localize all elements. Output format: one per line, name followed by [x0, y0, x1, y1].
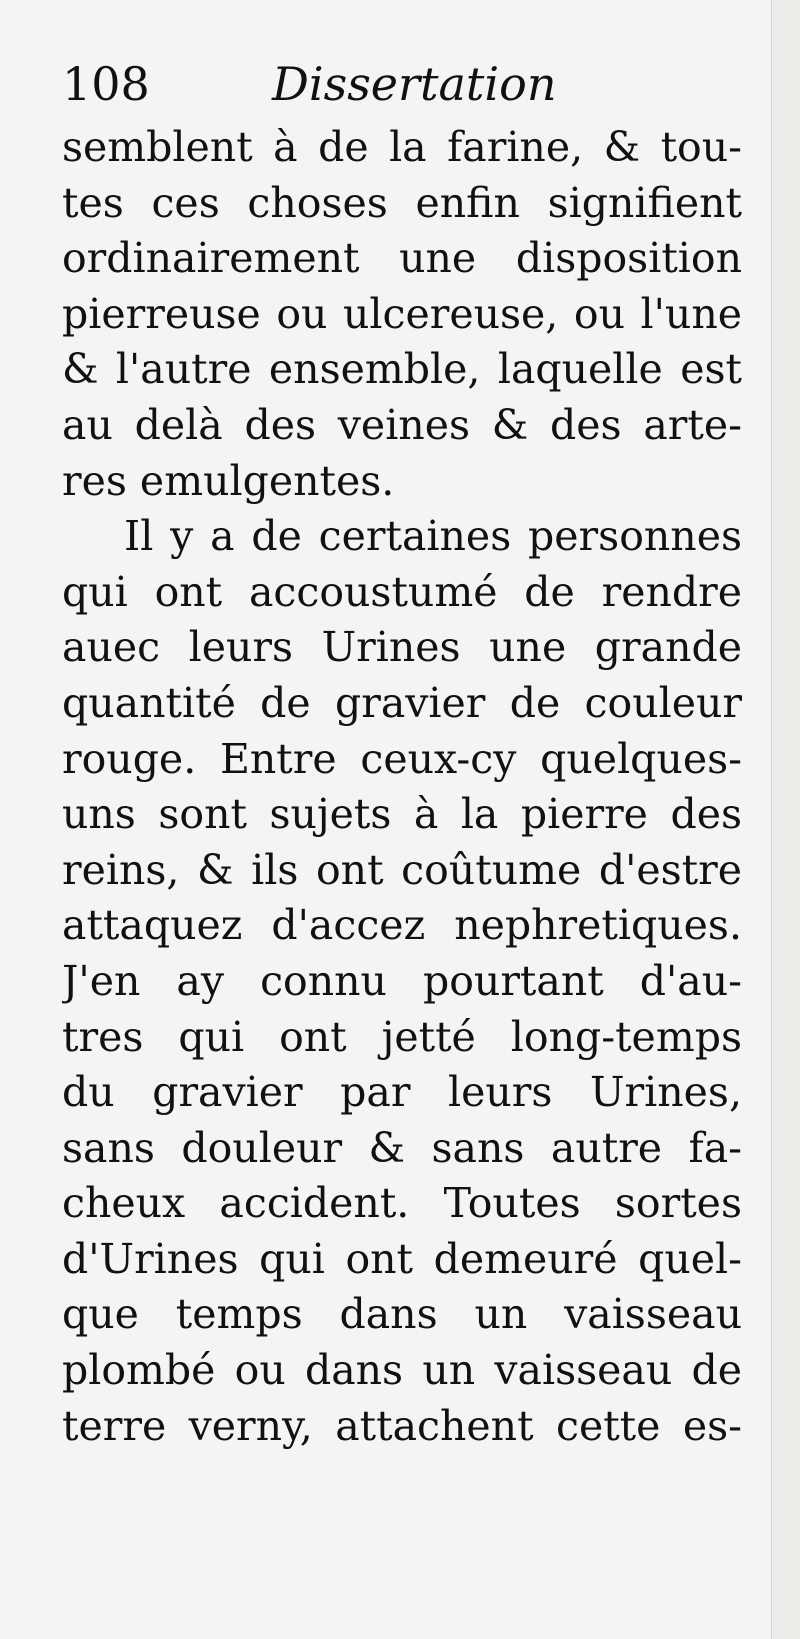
- text-line: reins, & ils ont coûtume d'estre: [62, 845, 742, 894]
- text-line: plombé ou dans un vaisseau de: [62, 1346, 742, 1395]
- text-line: auec leurs Urines une grande: [62, 623, 742, 672]
- text-line: attaquez d'accez nephretiques.: [62, 901, 742, 950]
- running-head: [62, 48, 722, 120]
- text-line: qui ont accoustumé de rendre: [62, 567, 742, 616]
- text-line: res emulgentes.: [62, 456, 395, 505]
- text-line: semblent à de la farine, & tou-: [62, 123, 742, 171]
- text-line: que temps dans un vaisseau: [62, 1290, 742, 1339]
- text-line: d'Urines qui ont demeuré quel-: [62, 1234, 742, 1283]
- body-text: [62, 120, 742, 1454]
- text-line: J'en ay connu pourtant d'au-: [62, 956, 742, 1005]
- text-line: ordinairement une disposition: [62, 234, 742, 283]
- text-line: terre verny, attachent cette es-: [62, 1401, 742, 1450]
- text-line: rouge. Entre ceux-cy quelques-: [62, 734, 742, 783]
- running-title: Dissertation: [272, 57, 557, 111]
- page-number: 108: [62, 57, 150, 111]
- paragraph-start-line: Il y a de certaines personnes: [124, 512, 742, 561]
- text-line: sans douleur & sans autre fa-: [62, 1123, 742, 1172]
- text-line: cheux accident. Toutes sortes: [62, 1179, 742, 1228]
- text-line: du gravier par leurs Urines,: [62, 1068, 742, 1117]
- page-gutter: [771, 0, 800, 1639]
- text-line: tres qui ont jetté long-temps: [62, 1012, 742, 1061]
- text-line: & l'autre ensemble, laquelle est: [62, 345, 742, 394]
- text-line: pierreuse ou ulcereuse, ou l'une: [62, 289, 742, 338]
- text-line: au delà des veines & des arte-: [62, 400, 742, 449]
- text-line: tes ces choses enfin signifient: [62, 178, 742, 227]
- text-line: quantité de gravier de couleur: [62, 678, 742, 727]
- text-line: uns sont sujets à la pierre des: [62, 790, 742, 839]
